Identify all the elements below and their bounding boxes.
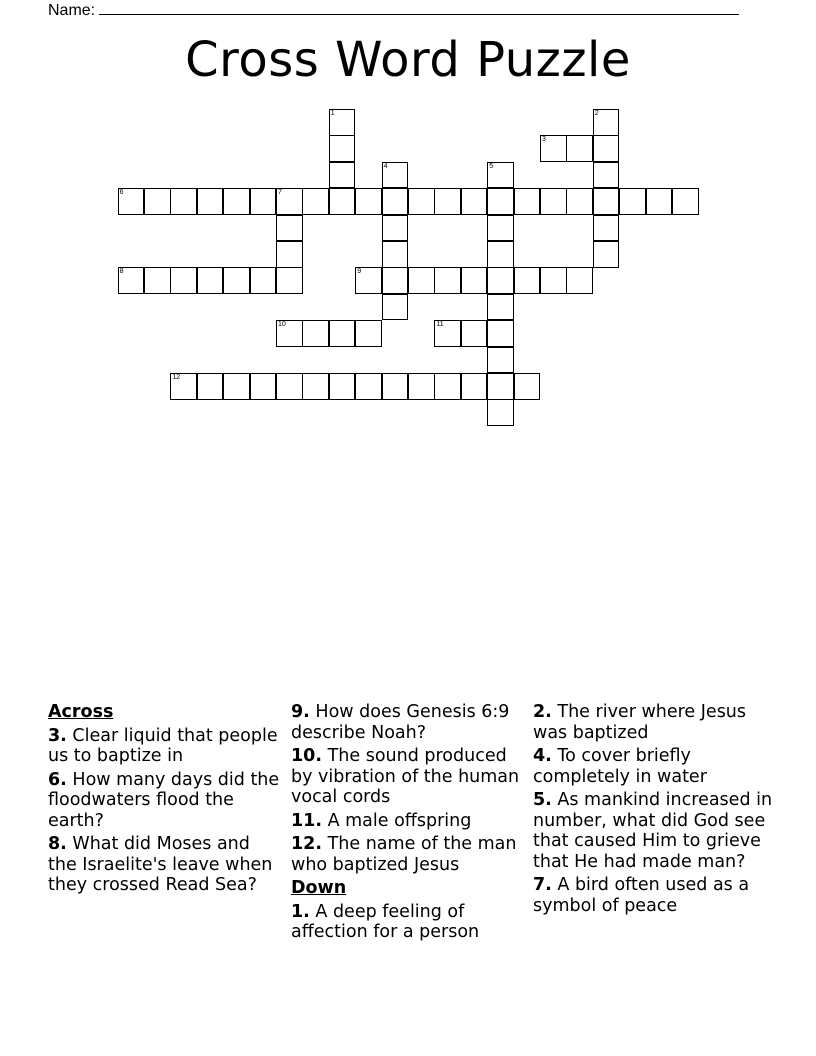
- grid-cell[interactable]: [382, 215, 409, 242]
- grid-cell[interactable]: [408, 267, 435, 294]
- grid-cell[interactable]: [487, 320, 514, 347]
- grid-cell[interactable]: [382, 162, 409, 189]
- grid-cell[interactable]: [487, 188, 514, 215]
- grid-cell[interactable]: [461, 320, 488, 347]
- grid-cell[interactable]: [487, 294, 514, 321]
- grid-cell[interactable]: [487, 215, 514, 242]
- grid-cell[interactable]: [487, 347, 514, 374]
- name-field[interactable]: [48, 0, 739, 20]
- clue-number: 7: [278, 189, 282, 197]
- grid-cell[interactable]: [408, 373, 435, 400]
- clue-down-4: 4. To cover briefly completely in water: [533, 746, 707, 787]
- grid-cell[interactable]: [461, 188, 488, 215]
- grid-cell[interactable]: [276, 215, 303, 242]
- grid-cell[interactable]: [593, 241, 620, 268]
- clue-across-6: 6. How many days did the floodwaters flood the earth?: [48, 769, 280, 831]
- clue-number: 8: [119, 268, 124, 276]
- grid-cell[interactable]: [487, 267, 514, 294]
- grid-cell[interactable]: [487, 162, 514, 189]
- grid-cell[interactable]: [434, 373, 461, 400]
- grid-cell[interactable]: [487, 373, 514, 400]
- clue-number: 11: [436, 321, 444, 329]
- grid-cell[interactable]: [514, 188, 541, 215]
- clue-across-12: 12. The name of the man who baptized Jesus: [291, 834, 517, 875]
- down-heading: Down: [291, 878, 347, 898]
- grid-cell[interactable]: [223, 267, 250, 294]
- across-heading: Across: [48, 702, 114, 722]
- grid-cell[interactable]: [250, 373, 277, 400]
- grid-cell[interactable]: [329, 320, 356, 347]
- grid-cell[interactable]: [487, 399, 514, 426]
- grid-cell[interactable]: [672, 188, 699, 215]
- grid-cell[interactable]: [434, 267, 461, 294]
- grid-cell[interactable]: [487, 241, 514, 268]
- clues-column-3: [533, 702, 773, 919]
- grid-cell[interactable]: [223, 373, 250, 400]
- clue-across-3: 3. Clear liquid that people us to baptize in: [48, 725, 278, 766]
- clue-across-11: 11. A male offspring: [291, 810, 472, 831]
- grid-cell[interactable]: [461, 373, 488, 400]
- grid-cell[interactable]: [593, 188, 620, 215]
- grid-cell[interactable]: [170, 188, 197, 215]
- grid-cell[interactable]: [197, 188, 224, 215]
- grid-cell[interactable]: [382, 188, 409, 215]
- clue-down-2: 2. The river where Jesus was baptized: [533, 702, 747, 743]
- grid-cell[interactable]: [250, 267, 277, 294]
- grid-cell[interactable]: [566, 135, 593, 162]
- grid-cell[interactable]: [646, 188, 673, 215]
- grid-cell[interactable]: [593, 135, 620, 162]
- grid-cell[interactable]: [329, 135, 356, 162]
- grid-cell[interactable]: [276, 241, 303, 268]
- clue-number: 3: [542, 136, 546, 144]
- grid-cell[interactable]: [302, 320, 329, 347]
- grid-cell[interactable]: [276, 188, 303, 215]
- grid-cell[interactable]: [144, 188, 171, 215]
- grid-cell[interactable]: [276, 373, 303, 400]
- grid-cell[interactable]: [566, 267, 593, 294]
- grid-cell[interactable]: [329, 188, 356, 215]
- grid-cell[interactable]: [514, 373, 541, 400]
- grid-cell[interactable]: [329, 162, 356, 189]
- grid-cell[interactable]: [170, 267, 197, 294]
- grid-cell[interactable]: [382, 241, 409, 268]
- grid-cell[interactable]: [302, 373, 329, 400]
- clue-down-1: 1. A deep feeling of affection for a person: [291, 901, 480, 942]
- grid-cell[interactable]: [276, 320, 303, 347]
- grid-cell[interactable]: [382, 294, 409, 321]
- grid-cell[interactable]: [461, 267, 488, 294]
- name-underline[interactable]: [99, 0, 739, 15]
- name-label: Name:: [48, 2, 96, 19]
- grid-cell[interactable]: [593, 162, 620, 189]
- grid-cell[interactable]: [197, 373, 224, 400]
- grid-cell[interactable]: [250, 188, 277, 215]
- grid-cell[interactable]: [355, 373, 382, 400]
- grid-cell[interactable]: [355, 267, 382, 294]
- clue-number: 6: [119, 189, 124, 197]
- grid-cell[interactable]: [434, 188, 461, 215]
- grid-cell[interactable]: [355, 320, 382, 347]
- clue-down-7: 7. A bird often used as a symbol of peace: [533, 875, 750, 916]
- clue-number: 9: [357, 268, 362, 276]
- clue-number: 10: [278, 321, 286, 329]
- grid-cell[interactable]: [355, 188, 382, 215]
- clue-number: 5: [489, 162, 494, 170]
- grid-cell[interactable]: [540, 188, 567, 215]
- grid-cell[interactable]: [382, 267, 409, 294]
- clue-down-5: 5. As mankind increased in number, what did God see that caused Him to grieve that He had made man?: [533, 790, 773, 872]
- grid-cell[interactable]: [197, 267, 224, 294]
- clue-across-9: 9. How does Genesis 6:9 describe Noah?: [291, 702, 510, 743]
- grid-cell[interactable]: [514, 267, 541, 294]
- clue-number: 1: [330, 110, 335, 117]
- grid-cell[interactable]: [118, 267, 145, 294]
- grid-cell[interactable]: [566, 188, 593, 215]
- grid-cell[interactable]: [302, 188, 329, 215]
- clues-column-1: [48, 702, 280, 899]
- grid-cell[interactable]: [540, 135, 567, 162]
- grid-cell[interactable]: [540, 267, 567, 294]
- clue-across-8: 8. What did Moses and the Israelite's leave when they crossed Read Sea?: [48, 834, 273, 895]
- clue-across-10: 10. The sound produced by vibration of the human vocal cords: [291, 746, 520, 807]
- grid-cell[interactable]: [144, 267, 171, 294]
- grid-cell[interactable]: [408, 188, 435, 215]
- grid-cell[interactable]: [382, 373, 409, 400]
- grid-cell[interactable]: [118, 188, 145, 215]
- grid-cell[interactable]: [434, 320, 461, 347]
- grid-cell[interactable]: [329, 109, 356, 136]
- clues-column-2: [291, 702, 526, 946]
- grid-cell[interactable]: [276, 267, 303, 294]
- grid-cell[interactable]: [223, 188, 250, 215]
- clue-number: 4: [383, 162, 388, 170]
- grid-cell[interactable]: [329, 373, 356, 400]
- page-title: Cross Word Puzzle: [185, 32, 631, 88]
- grid-cell[interactable]: [170, 373, 197, 400]
- grid-cell[interactable]: [593, 215, 620, 242]
- clue-number: 12: [172, 374, 181, 381]
- grid-cell[interactable]: [619, 188, 646, 215]
- grid-cell[interactable]: [593, 109, 620, 136]
- clue-number: 2: [594, 110, 599, 117]
